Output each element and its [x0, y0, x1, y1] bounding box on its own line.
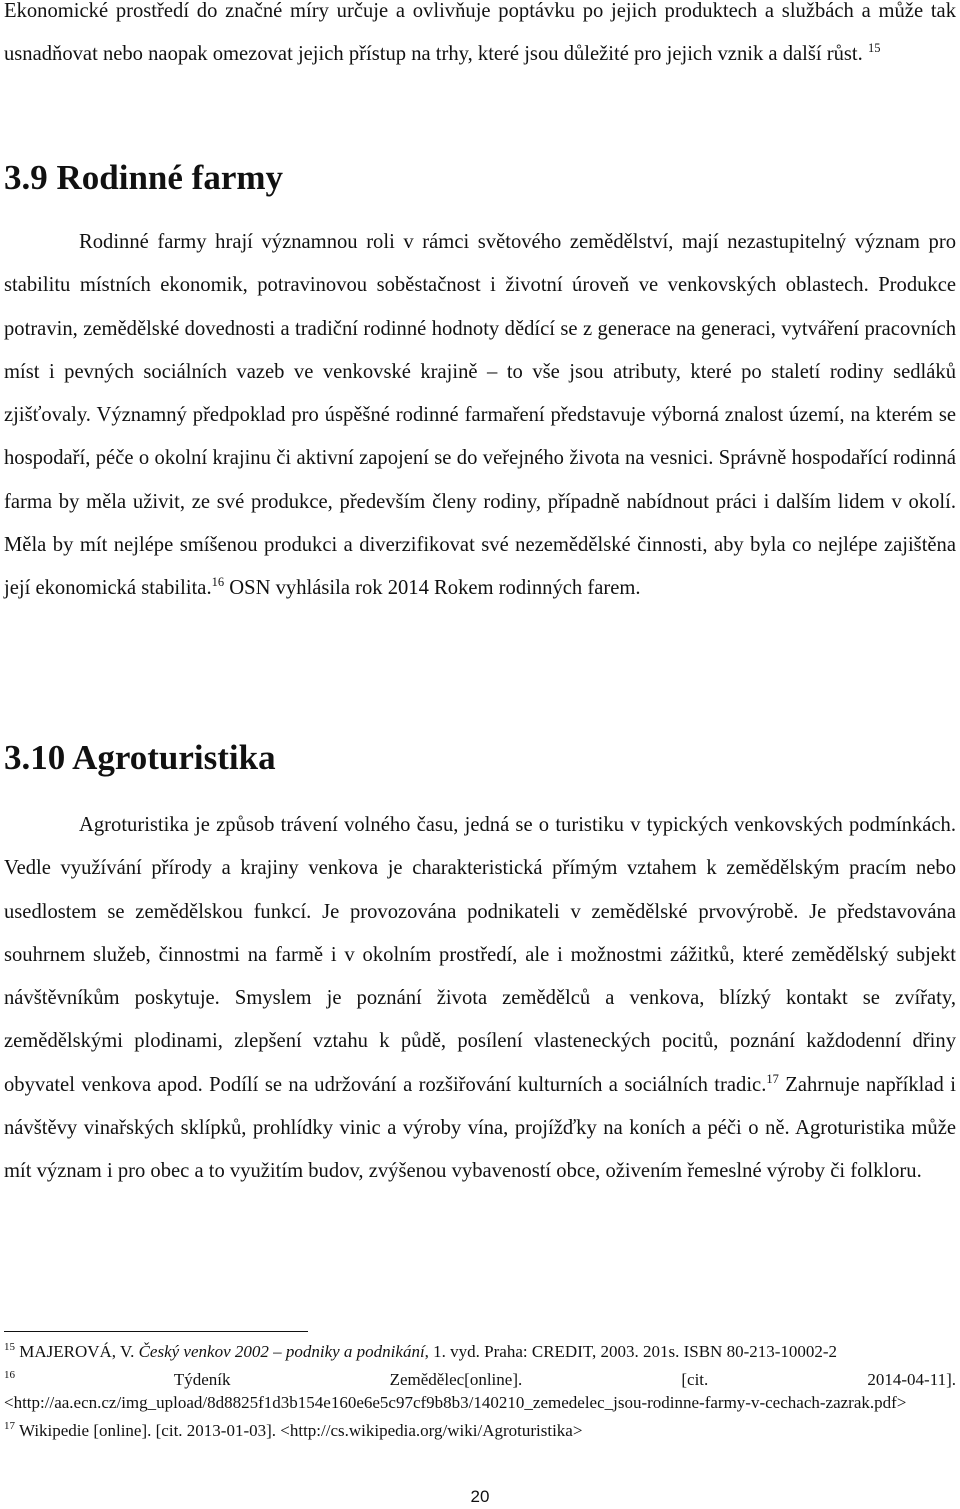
section-heading-agroturistika: 3.10 Agroturistika: [4, 738, 276, 777]
footnote-ref-15[interactable]: 15: [867, 41, 881, 56]
footnote-author: MAJEROVÁ, V.: [19, 1342, 135, 1361]
page-number: 20: [470, 1487, 490, 1506]
agroturistika-paragraph: [4, 804, 956, 1194]
rodinne-farmy-text: Rodinné farmy hrají významnou roli v rámci světového zemědělství, mají nezastupitelný význam pro stabilitu místních ekonomik, potravinovou soběstačnost i životní úroveň ve venkovských oblastech. Produkce potravin, zemědělské dovednosti a tradiční rodinné hodnoty dědící se z generace na generaci, vytváření pracovních míst i pevných sociálních vazeb ve venkovské krajině – to vše jsou atributy, které po staletí rodiny sedláků zjišťovaly. Významný předpoklad pro úspěšné rodinné farmaření představuje výborná znalost území, na kterém se hospodaří, péče o okolní krajinu či aktivní zapojení se do veřejného života na vesnici. Správně hospodařící rodinná farma by měla uživit, ze své produkce, především členy rodiny, případně nabídnout práci i dalším lidem v okolí. Měla by mít nejlépe smíšenou produkci a diverzifikovat své nezemědělské činnosti, aby byla co nejlépe zajištěna její ekonomická stabilita.: [4, 231, 956, 600]
footnote-16: [4, 1368, 956, 1415]
footnote-text: Wikipedie [online]. [cit. 2013-01-03]. <http://cs.wikipedia.org/wiki/Agroturistika>: [18, 1420, 583, 1440]
footnote-text: Týdeník Zemědělec[online]. [cit. 2014-04-11]. <http://aa.ecn.cz/img_upload/8d8825f1d3b154e160e6e5c97cf9b8b3/140210_zemedelec_jsou-rodinne-farmy-v-cechach-zazrak.pdf>: [4, 1369, 956, 1412]
intro-paragraph: [4, 0, 956, 77]
footnote-number: 16: [4, 1368, 15, 1381]
footnote-ref-17[interactable]: 17: [766, 1071, 779, 1086]
rodinne-farmy-text-end: OSN vyhlásila rok 2014 Rokem rodinných farem.: [229, 577, 641, 600]
footnote-rest: , 1. vyd. Praha: CREDIT, 2003. 201s. ISBN 80-213-10002-2: [424, 1342, 838, 1361]
footnote-17: [4, 1419, 956, 1443]
footnotes: [4, 1340, 956, 1446]
section-heading-rodinne-farmy: 3.9 Rodinné farmy: [4, 158, 284, 197]
footnote-separator: [4, 1331, 308, 1332]
agroturistika-text: Agroturistika je způsob trávení volného času, jedná se o turistiku v typických venkovských podmínkách. Vedle využívání přírody a krajiny venkova je charakteristická přímým vztahem k zemědělským pracím nebo usedlostem se zemědělskou funkcí. Je provozována podnikateli v zemědělské prvovýrobě. Je představována souhrnem služeb, činnostmi na farmě i v okolním prostředí, ale i možnostmi zážitků, které zemědělský subjekt návštěvníkům poskytuje. Smyslem je poznání života zemědělců a venkova, blízký kontakt se zvířaty, zemědělskými plodinami, zlepšení vztahu k půdě, posílení vlasteneckých pocitů, poznání každodenní dřiny obyvatel venkova apod. Podílí se na udržování a rozšiřování kulturních a sociálních tradic.: [4, 814, 956, 1096]
rodinne-farmy-paragraph: [4, 221, 956, 611]
footnote-number: 17: [4, 1419, 15, 1432]
intro-text: Ekonomické prostředí do značné míry určuje a ovlivňuje poptávku po jejich produktech a službách a může tak usnadňovat nebo naopak omezovat jejich přístup na trhy, které jsou důležité pro jejich vznik a další růst.: [4, 0, 956, 66]
footnote-title: Český venkov 2002 – podniky a podnikání: [138, 1342, 425, 1361]
footnote-ref-16[interactable]: 16: [211, 575, 225, 590]
footnote-number: 15: [4, 1341, 15, 1353]
footnote-15: [4, 1340, 956, 1364]
agroturistika-text-end: Zahrnuje například i návštěvy vinařských sklípků, prohlídky vinic a výroby vína, projížďky na koních a péči o ně. Agroturistika může mít význam i pro obec a to využitím budov, zvýšenou vybaveností obce, oživením řemeslné výroby či folkloru.: [4, 1073, 956, 1183]
